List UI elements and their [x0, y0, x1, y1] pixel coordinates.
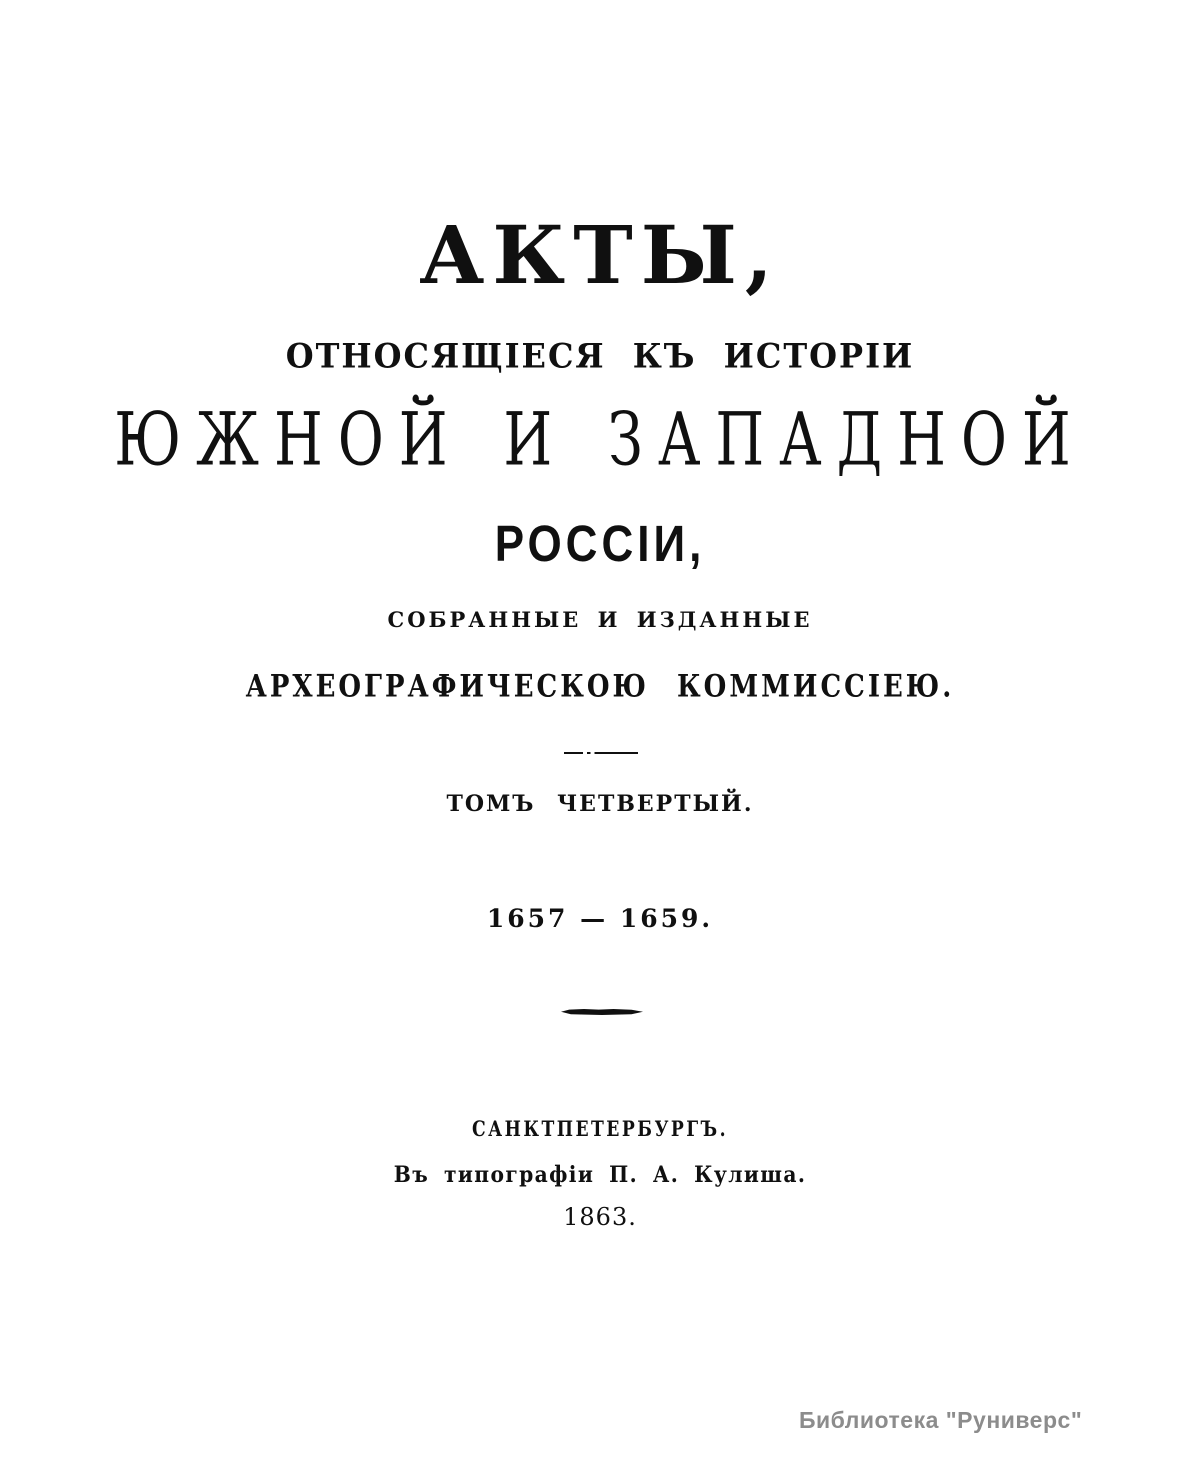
imprint-city-line: САНКТПЕТЕРБУРГЪ. [471, 1116, 729, 1141]
book-subtitle-country: РОССІИ, [494, 516, 706, 573]
volume-number-line: ТОМЪ ЧЕТВЕРТЫЙ. [446, 791, 754, 817]
book-subtitle-region: ЮЖНОЙ И ЗАПАДНОЙ [114, 398, 1086, 483]
book-subtitle-relating: ОТНОСЯЩІЕСЯ КЪ ИСТОРІИ [285, 336, 915, 376]
ornament-rule-divider [561, 1009, 643, 1015]
book-main-title: АКТЫ, [419, 208, 781, 302]
book-commission-line: АРХЕОГРАФИЧЕСКОЮ КОММИССІЕЮ. [245, 669, 955, 705]
imprint-printer-line: Въ типографіи П. А. Кулиша. [393, 1162, 807, 1188]
covered-years-line: 1657 — 1659. [486, 904, 714, 933]
book-collected-by-line: СОБРАННЫЕ И ИЗДАННЫЕ [387, 607, 813, 632]
library-watermark: Библиотека "Руниверс" [799, 1407, 1083, 1433]
thin-rule-divider [564, 752, 638, 754]
imprint-year-line: 1863. [563, 1203, 637, 1231]
